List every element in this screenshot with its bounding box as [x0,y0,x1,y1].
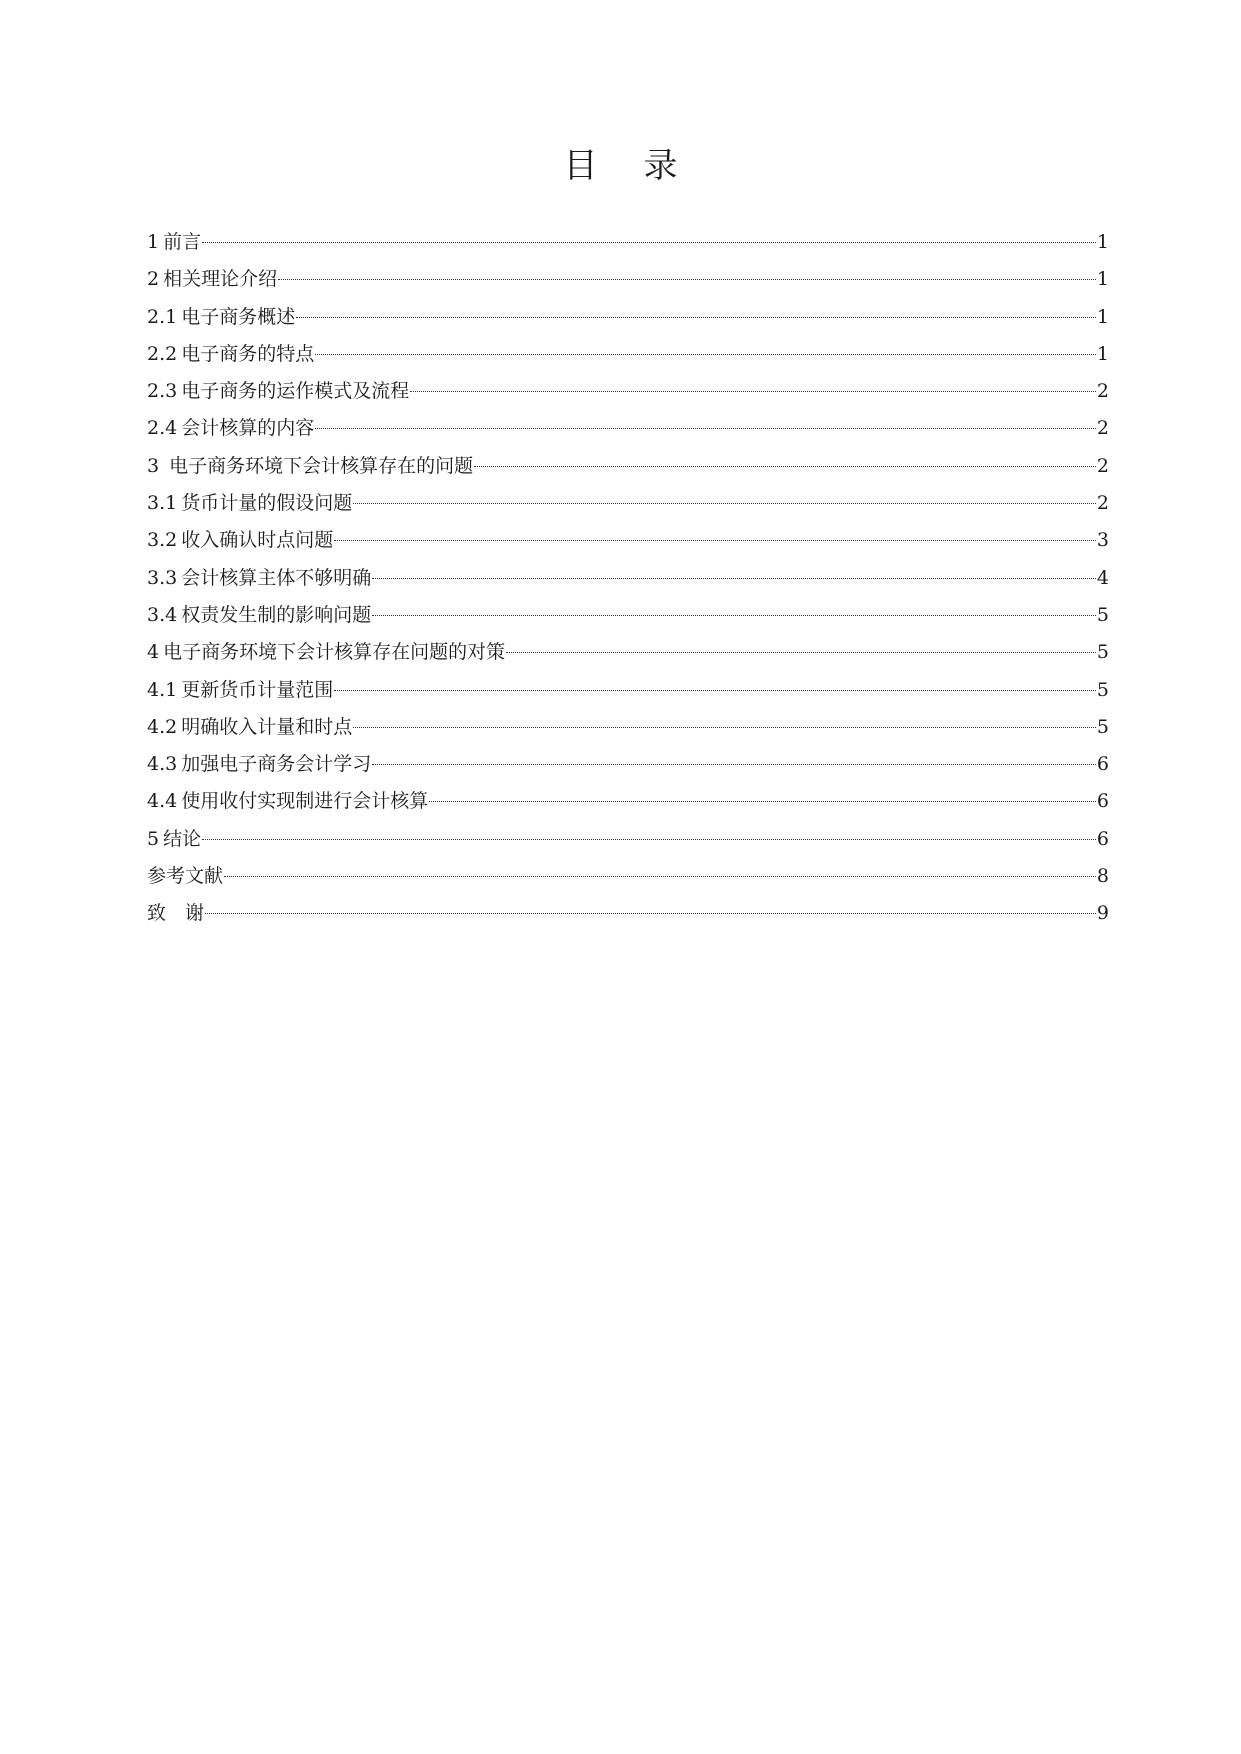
toc-entry-number: 3.1 [147,492,178,515]
dot-leader [334,690,1096,691]
toc-entry-text: 加强电子商务会计学习 [181,753,372,776]
toc-entry[interactable] [147,373,1109,410]
toc-entry-page: 2 [1096,454,1109,477]
toc-entry[interactable] [147,895,1109,932]
toc-entry-number: 4.4 [147,790,178,813]
toc-entry-text: 相关理论介绍 [163,268,278,291]
toc-entry-number: 2.1 [147,305,178,328]
toc-entry-text: 货币计量的假设问题 [181,492,353,515]
toc-entry-label [147,224,201,261]
toc-entry[interactable] [147,746,1109,783]
toc-entry-page: 9 [1096,902,1109,925]
toc-entry-label [147,485,352,522]
toc-entry-page: 5 [1096,641,1109,664]
toc-entry-page: 2 [1096,417,1109,440]
toc-entry-number: 3.3 [147,566,178,589]
toc-entry-number: 3.4 [147,603,178,626]
toc-entry-text: 电子商务的特点 [181,342,315,365]
toc-entry-page: 6 [1096,790,1109,813]
toc-entry-label [147,858,223,895]
toc-entry-number: 4.1 [147,678,178,701]
toc-entry-label [147,336,314,373]
toc-entry-number: 2.4 [147,417,178,440]
dot-leader [205,913,1096,914]
page-title [0,142,1241,190]
toc-entry-text: 参考文献 [147,865,224,888]
toc-entry-text: 使用收付实现制进行会计核算 [181,790,429,813]
toc-entry-text: 会计核算的内容 [181,417,315,440]
toc-entry[interactable] [147,858,1109,895]
toc-entry-label [147,597,371,634]
toc-entry[interactable] [147,597,1109,634]
toc-entry-number: 2.2 [147,342,178,365]
toc-entry-page: 5 [1096,678,1109,701]
toc-entry-number: 5 [147,827,160,850]
toc-entry-page: 1 [1096,231,1109,253]
toc-entry-page: 4 [1096,566,1109,589]
toc-entry-label [147,410,314,447]
toc-entry-text: 致 谢 [147,902,205,925]
toc-entry-label [147,299,295,336]
dot-leader [372,578,1096,579]
dot-leader [372,615,1096,616]
toc-entry-page: 2 [1096,492,1109,515]
dot-leader [224,876,1096,877]
toc-entry-page: 1 [1096,305,1109,328]
toc-entry-page: 5 [1096,715,1109,738]
dot-leader [296,317,1096,318]
toc-entry-text: 前言 [163,231,202,253]
dot-leader [334,540,1096,541]
toc-entry-text: 电子商务环境下会计核算存在问题的对策 [163,641,506,664]
dot-leader [353,727,1096,728]
dot-leader [474,466,1096,467]
toc-entry-label [147,373,409,410]
toc-entry-label [147,448,473,485]
toc-entry-text: 电子商务的运作模式及流程 [181,380,410,403]
toc-entry[interactable] [147,448,1109,485]
toc-entry[interactable] [147,336,1109,373]
toc-entry[interactable] [147,709,1109,746]
title-char-1: 目 [563,146,598,186]
toc-entry-number: 1 [147,231,160,253]
toc-entry[interactable] [147,522,1109,559]
toc-entry-label [147,783,428,820]
dot-leader [429,801,1096,802]
toc-entry[interactable] [147,299,1109,336]
toc-entry-page: 8 [1096,865,1109,888]
toc-entry-number: 2 [147,268,160,291]
toc-entry-number: 4.3 [147,753,178,776]
dot-leader [353,503,1096,504]
dot-leader [315,354,1096,355]
toc-entry[interactable] [147,410,1109,447]
toc-entry-text: 会计核算主体不够明确 [181,566,372,589]
toc-entry-label [147,560,371,597]
toc-entry-text: 权责发生制的影响问题 [181,603,372,626]
toc-entry-text: 收入确认时点问题 [181,529,334,552]
toc-entry-page: 1 [1096,268,1109,291]
toc-entry-number: 2.3 [147,380,178,403]
dot-leader [278,279,1096,280]
toc-entry[interactable] [147,224,1109,261]
toc-entry-label [147,672,333,709]
toc-entry[interactable] [147,783,1109,820]
toc-entry-label [147,522,333,559]
toc-entry-page: 1 [1096,342,1109,365]
toc-entry-page: 5 [1096,603,1109,626]
dot-leader [315,428,1096,429]
toc-entry-number: 3.2 [147,529,178,552]
toc-entry-label [147,746,371,783]
toc-entry[interactable] [147,485,1109,522]
toc-entry-page: 6 [1096,753,1109,776]
dot-leader [410,391,1096,392]
dot-leader [372,764,1096,765]
toc-entry-text: 结论 [163,827,202,850]
toc-entry[interactable] [147,672,1109,709]
toc-entry-label [147,261,277,298]
toc-entry[interactable] [147,261,1109,298]
toc-entry-text: 电子商务概述 [181,305,296,328]
toc-entry[interactable] [147,821,1109,858]
toc-entry-text: 更新货币计量范围 [181,678,334,701]
toc-entry-page: 3 [1096,529,1109,552]
toc-entry-number: 3 [147,454,160,477]
toc-entry-number: 4.2 [147,715,178,738]
dot-leader [202,839,1096,840]
toc-entry-label [147,634,505,671]
toc-entry[interactable] [147,560,1109,597]
toc-entry-page: 2 [1096,380,1109,403]
title-char-2: 录 [643,146,678,186]
toc-entry-text: 明确收入计量和时点 [181,715,353,738]
toc-entry-text: 电子商务环境下会计核算存在的问题 [163,454,474,477]
toc-entry-label [147,709,352,746]
toc-entry-label [147,895,204,932]
dot-leader [202,242,1096,243]
toc-entry-label [147,821,201,858]
table-of-contents [147,224,1109,933]
dot-leader [506,652,1096,653]
toc-entry[interactable] [147,634,1109,671]
toc-entry-page: 6 [1096,827,1109,850]
toc-entry-number: 4 [147,641,160,664]
